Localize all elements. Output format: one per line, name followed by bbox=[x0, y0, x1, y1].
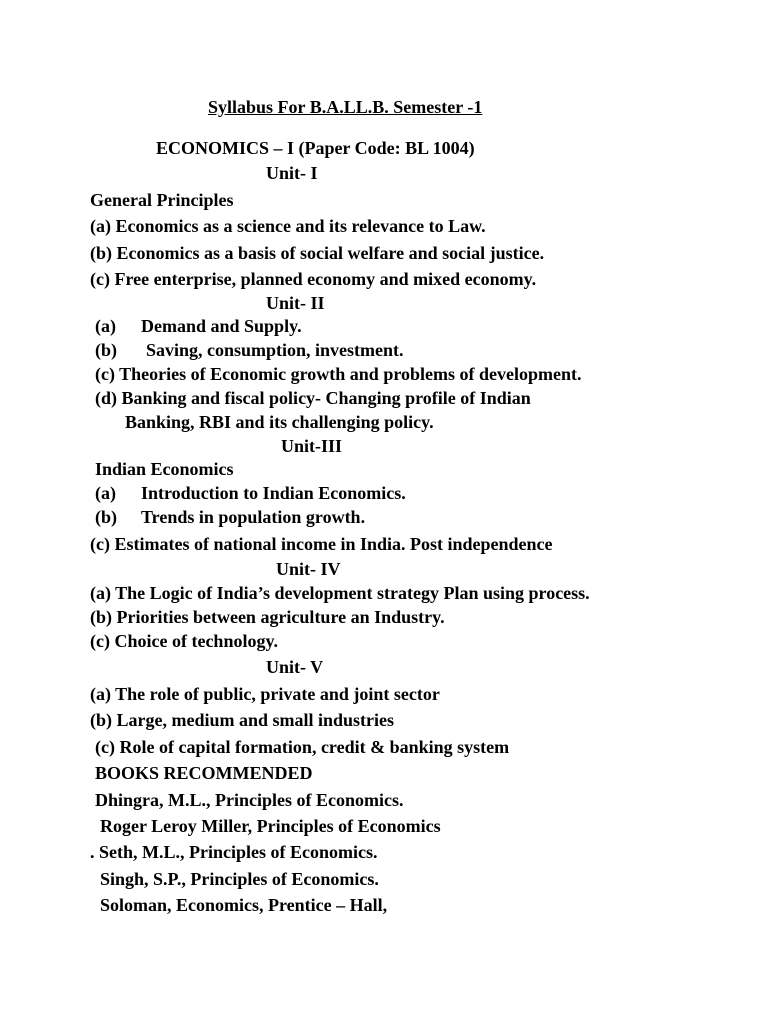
list-item: (a) Economics as a science and its relevance to Law. bbox=[90, 216, 486, 236]
book-entry: . Seth, M.L., Principles of Economics. bbox=[90, 842, 378, 862]
book-entry: Dhingra, M.L., Principles of Economics. bbox=[95, 790, 404, 810]
list-item: (c) Free enterprise, planned economy and mixed economy. bbox=[90, 269, 537, 289]
list-item: (b) Priorities between agriculture an Industry. bbox=[90, 607, 445, 627]
list-item-continuation: Banking, RBI and its challenging policy. bbox=[125, 412, 434, 432]
list-item: (c) Theories of Economic growth and problems of development. bbox=[95, 364, 582, 384]
item-text: Trends in population growth. bbox=[141, 507, 366, 527]
book-entry: Roger Leroy Miller, Principles of Economics bbox=[100, 816, 441, 836]
section-title: Indian Economics bbox=[95, 459, 234, 479]
list-item: (c) Choice of technology. bbox=[90, 631, 278, 651]
unit-heading: Unit- II bbox=[266, 293, 325, 313]
list-item: (b) Large, medium and small industries bbox=[90, 710, 395, 730]
subject-heading: ECONOMICS – I (Paper Code: BL 1004) bbox=[156, 138, 475, 158]
list-item: (d) Banking and fiscal policy- Changing profile of Indian bbox=[95, 388, 531, 408]
unit-heading: Unit- IV bbox=[276, 559, 341, 579]
item-label: (a) bbox=[95, 316, 116, 336]
book-entry: Singh, S.P., Principles of Economics. bbox=[100, 869, 379, 889]
list-item: (a) The role of public, private and joint sector bbox=[90, 684, 440, 704]
unit-heading: Unit- V bbox=[266, 657, 324, 677]
list-item bbox=[95, 484, 406, 502]
item-label: (a) bbox=[95, 483, 116, 503]
list-item: (c) Role of capital formation, credit & banking system bbox=[95, 737, 510, 757]
list-item: (a) The Logic of India’s development strategy Plan using process. bbox=[90, 583, 590, 603]
list-item bbox=[95, 508, 365, 526]
unit-heading: Unit-III bbox=[281, 436, 343, 456]
section-title: General Principles bbox=[90, 190, 234, 210]
list-item bbox=[95, 341, 404, 359]
list-item: (b) Economics as a basis of social welfare and social justice. bbox=[90, 243, 545, 263]
book-entry: Soloman, Economics, Prentice – Hall, bbox=[100, 895, 388, 915]
unit-heading: Unit- I bbox=[266, 163, 318, 183]
books-heading: BOOKS RECOMMENDED bbox=[95, 763, 313, 783]
item-text: Introduction to Indian Economics. bbox=[141, 483, 406, 503]
item-label: (b) bbox=[95, 340, 117, 360]
list-item bbox=[95, 317, 302, 335]
list-item: (c) Estimates of national income in India. Post independence bbox=[90, 534, 553, 554]
item-label: (b) bbox=[95, 507, 117, 527]
document-title: Syllabus For B.A.LL.B. Semester -1 bbox=[208, 97, 483, 117]
item-text: Demand and Supply. bbox=[141, 316, 302, 336]
item-text: Saving, consumption, investment. bbox=[146, 340, 404, 360]
